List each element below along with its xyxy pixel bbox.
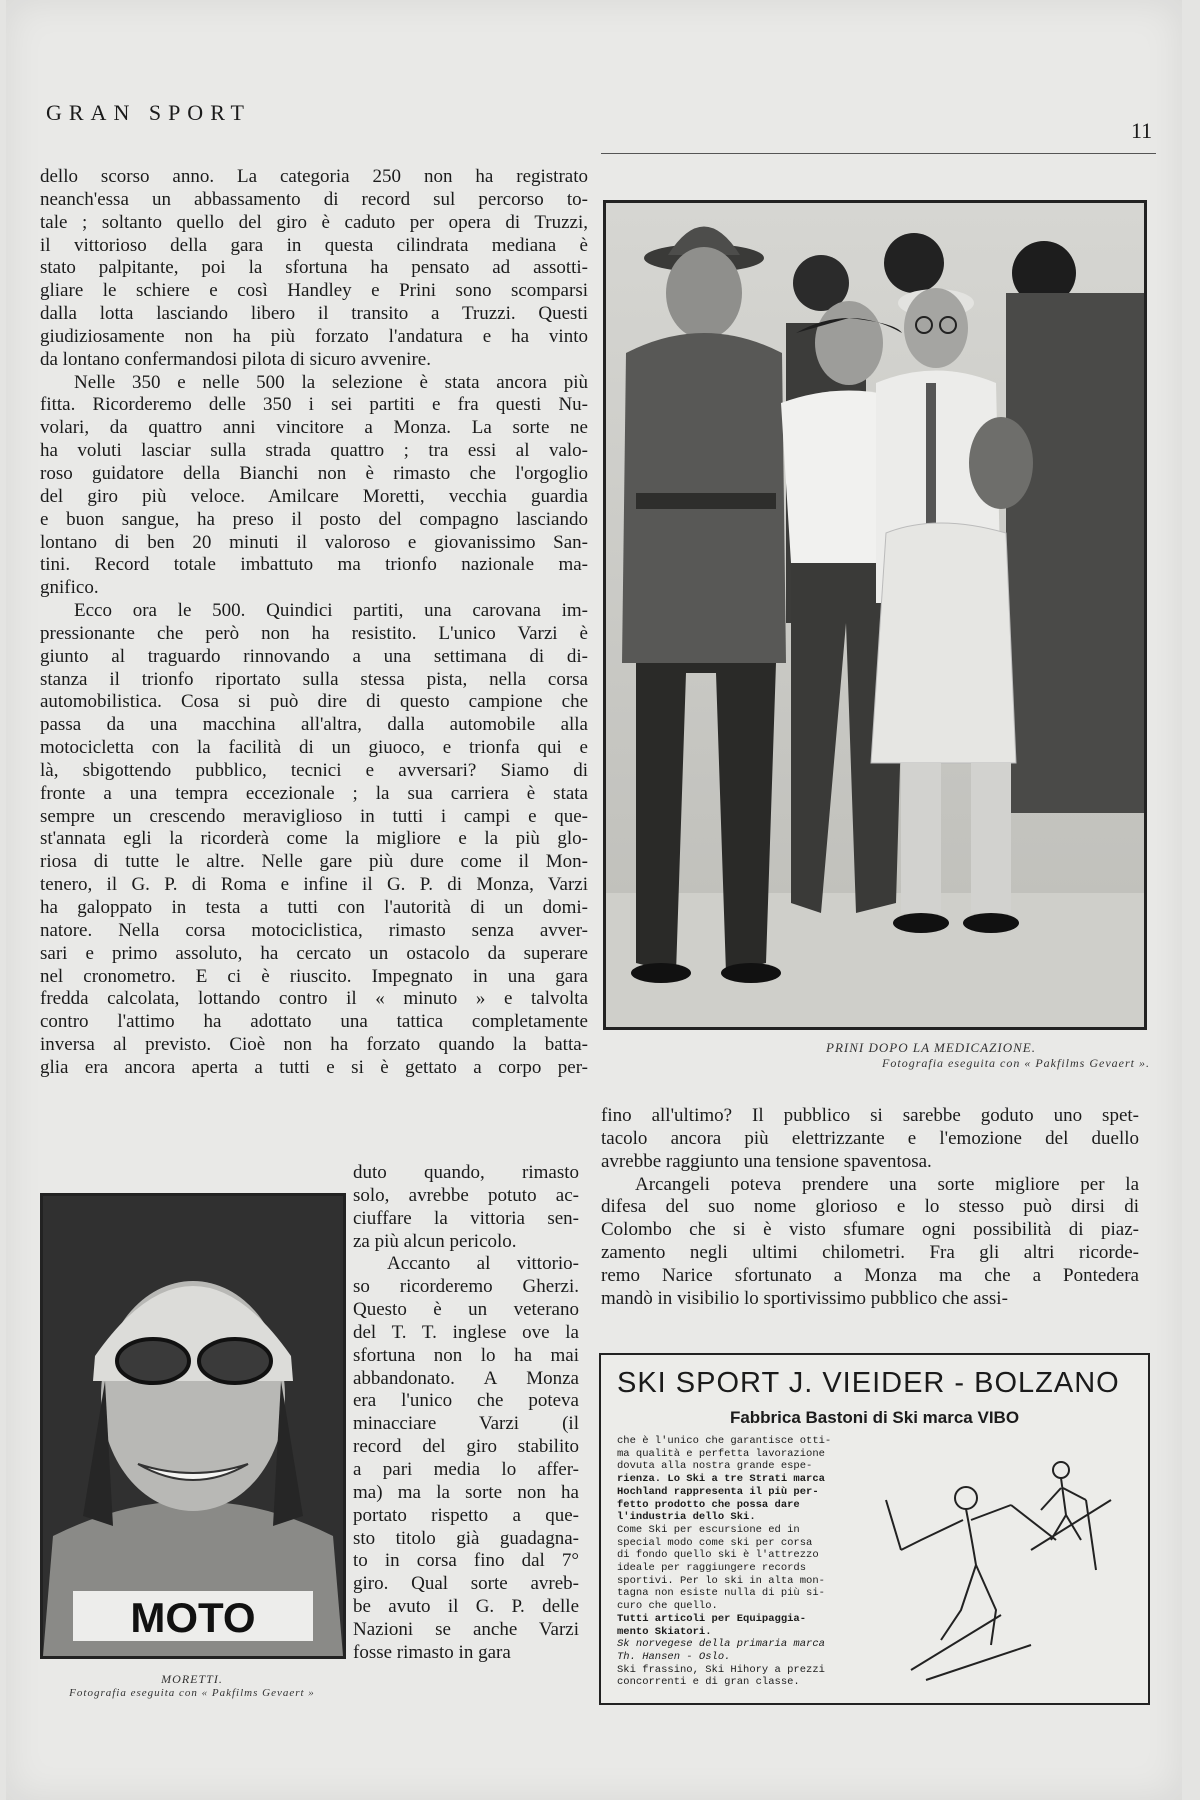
text-line: là, sbigottendo pubblico, tecnici e avversari? Siamo di	[40, 759, 588, 781]
magazine-page	[6, 0, 1182, 1800]
ad-title: SKI SPORT J. VIEIDER - BOLZANO	[617, 1367, 1120, 1399]
ad-text-line: special modo come ski per corsa	[617, 1536, 813, 1549]
text-line: Nazioni se anche Varzi	[353, 1618, 579, 1640]
text-line: stato palpitante, poi la sfortuna ha pensato ad assotti-	[40, 257, 588, 279]
ad-text-line: tagna non esiste nulla di più si-	[617, 1587, 825, 1600]
article-column-left	[40, 166, 588, 1080]
text-line: minacciare Varzi (il	[353, 1413, 579, 1435]
text-line: Arcangeli poteva prendere una sorte migliore per la	[635, 1173, 1139, 1195]
photo-moretti-caption: MORETTI.	[161, 1672, 223, 1686]
text-line: ciuffare la vittoria sen-	[353, 1207, 579, 1229]
text-line: automobilistica. Cosa si può dire di questo campione che	[40, 691, 588, 713]
text-line: solo, avrebbe potuto ac-	[353, 1184, 579, 1206]
header-rule	[601, 153, 1156, 154]
text-line: duto quando, rimasto	[353, 1162, 579, 1183]
ad-text-line: ideale per raggiungere records	[617, 1562, 807, 1575]
ad-text-line: ma qualità e perfetta lavorazione	[617, 1447, 825, 1460]
ad-text-line: Sk norvegese della primaria marca	[617, 1638, 825, 1651]
text-line: tenero, il G. P. di Roma e infine il G. P. di Monza, Varzi	[40, 874, 588, 896]
text-line: da lontano confermandosi pilota di sicuro avvenire.	[40, 348, 431, 370]
moretti-jersey-text: MOTO	[130, 1594, 256, 1641]
text-line: fredda calcolata, lottando contro il « minuto » e talvolta	[40, 988, 588, 1010]
ad-body-text	[617, 1435, 867, 1689]
photo-moretti-credit: Fotografia eseguita con « Pakfilms Gevaert »	[69, 1687, 315, 1699]
ad-text-line: rienza. Lo Ski a tre Strati marca	[617, 1473, 825, 1486]
ad-text-line: Hochland rappresenta il più per-	[617, 1485, 819, 1498]
article-column-right	[601, 1105, 1139, 1311]
photo-moretti-caption-block	[42, 1672, 342, 1699]
text-line: ma) ma la sorte non ha	[353, 1481, 579, 1503]
text-line: zamento negli ultimi chilometri. Fra gli altri ricorde-	[601, 1242, 1139, 1264]
text-line: Colombo che si è visto sfumare ogni possibilità di piaz-	[601, 1219, 1139, 1241]
text-line: remo Narice sfortunato a Monza ma che a Pontedera	[601, 1264, 1139, 1286]
text-line: glia era ancora aperta a tutti e si è gettato a corpo per-	[40, 1056, 588, 1078]
text-line: mandò in visibilio lo sportivissimo pubblico che assi-	[601, 1287, 1008, 1309]
text-line: del T. T. inglese ove la	[353, 1321, 579, 1343]
text-line: Ecco ora le 500. Quindici partiti, una carovana im-	[74, 600, 588, 622]
text-line: be avuto il G. P. delle	[353, 1596, 579, 1618]
text-line: za più alcun pericolo.	[353, 1230, 517, 1252]
ad-text-line: dovuta alla nostra grande espe-	[617, 1460, 813, 1473]
text-line: a pari media lo affer-	[353, 1458, 579, 1480]
text-line: dello scorso anno. La categoria 250 non ha registrato	[40, 166, 588, 187]
text-line: inversa al previsto. Cioè non ha forzato quando la batta-	[40, 1034, 588, 1056]
ad-text-line: l'industria dello Ski.	[617, 1511, 756, 1524]
text-line: Nelle 350 e nelle 500 la selezione è stata ancora più	[74, 371, 588, 393]
ad-text-line: fetto prodotto che possa dare	[617, 1498, 800, 1511]
text-line: riosa di tutte le altre. Nelle gare più dure come il Mon-	[40, 851, 588, 873]
text-line: difesa del suo nome glorioso e lo stesso può dirsi di	[601, 1196, 1139, 1218]
text-line: so ricorderemo Gherzi.	[353, 1276, 579, 1298]
text-line: ha galoppato in testa a tutti con l'autorità di un domi-	[40, 897, 588, 918]
text-line: motocicletta con la facilità di un giuoco, e trionfa qui e	[40, 737, 588, 759]
ad-text-line: curo che quello.	[617, 1600, 718, 1613]
text-line: giunto al traguardo rinnovando a una settimana di di-	[40, 645, 588, 667]
ad-text-line: Tutti articoli per Equipaggia-	[617, 1612, 807, 1625]
text-line: record del giro stabilito	[353, 1436, 579, 1458]
text-line: stanza il trionfo riportato sulla stessa pista, nella corsa	[40, 668, 588, 690]
photo-prini-credit: Fotografia eseguita con « Pakfilms Gevaert ».	[882, 1056, 1150, 1070]
text-line: tale ; soltanto quello del giro è caduto per opera di Truzzi,	[40, 211, 588, 233]
text-line: abbandonato. A Monza	[353, 1367, 579, 1389]
text-line: del giro più veloce. Amilcare Moretti, vecchia guardia	[40, 485, 588, 507]
text-line: portato rispetto a que-	[353, 1504, 579, 1526]
ad-text-line: Come Ski per escursione ed in	[617, 1523, 800, 1536]
photo-prini-image	[606, 203, 1144, 1027]
text-line: st'annata egli la ricorderà come la migliore e la più glo-	[40, 828, 588, 850]
ad-text-line: Ski frassino, Ski Hihory a prezzi	[617, 1663, 825, 1676]
advertisement-vieider	[599, 1353, 1150, 1705]
ad-text-line: di fondo quello ski è l'attrezzo	[617, 1549, 819, 1562]
ad-subtitle: Fabbrica Bastoni di Ski marca VIBO	[729, 1408, 1020, 1427]
text-line: natore. Nella corsa motociclistica, rimasto senza avver-	[40, 919, 588, 941]
text-line: fronte a una tempra eccezionale ; la sua carriera è stata	[40, 782, 588, 804]
text-line: era l'unico che poteva	[353, 1390, 579, 1412]
text-line: gnifico.	[40, 577, 99, 599]
text-line: sari e primo assoluto, ha cercato un ostacolo da superare	[40, 942, 588, 964]
text-line: sempre un crescendo meraviglioso in tutti i campi e que-	[40, 805, 588, 827]
text-line: il vittorioso della gara in questa cilindrata mediana è	[40, 234, 588, 256]
ad-text-line: sportivi. Per lo ski in alta mon-	[617, 1574, 825, 1587]
text-line: avrebbe raggiunto una tensione spaventosa.	[601, 1150, 932, 1172]
text-line: fosse rimasto in gara	[353, 1641, 511, 1663]
text-line: tini. Record totale imbattuto ma trionfo nazionale ma-	[40, 554, 588, 576]
photo-prini-caption: PRINI DOPO LA MEDICAZIONE.	[826, 1040, 1036, 1055]
ad-text-line: mento Skiatori.	[617, 1625, 712, 1638]
text-line: nel cronometro. E ci è riuscito. Impegnato in una gara	[40, 965, 588, 987]
ad-text-line: che è l'unico che garantisce otti-	[617, 1435, 832, 1447]
ad-text-line: concorrenti e di gran classe.	[617, 1676, 800, 1689]
running-head: GRAN SPORT	[46, 100, 251, 125]
text-line: Questo è un veterano	[353, 1299, 579, 1321]
text-line: Accanto al vittorio-	[387, 1253, 579, 1275]
text-line: fitta. Ricorderemo delle 350 i sei partiti e fra questi Nu-	[40, 394, 588, 416]
ad-text-line: Th. Hansen - Oslo.	[617, 1650, 731, 1663]
text-line: sto titolo già guadagna-	[353, 1527, 579, 1549]
text-line: tacolo ancora più elettrizzante e l'emozione del duello	[601, 1127, 1139, 1149]
text-line: fino all'ultimo? Il pubblico si sarebbe goduto uno spet-	[601, 1105, 1139, 1126]
text-line: giro. Qual sorte avreb-	[353, 1573, 579, 1595]
photo-moretti-image	[43, 1196, 343, 1656]
text-line: passa da una macchina all'altra, dalla automobile alla	[40, 714, 588, 736]
text-line: dalla lotta lasciando libero il transito a Truzzi. Questi	[40, 303, 588, 325]
photo-moretti-portrait	[40, 1193, 346, 1659]
text-line: roso guidatore della Bianchi non è rimasto che l'orgoglio	[40, 462, 588, 484]
text-line: giudiziosamente non ha più forzato l'andatura e ha vinto	[40, 325, 588, 347]
text-line: gliare le schiere e così Handley e Prini sono scomparsi	[40, 280, 588, 302]
article-column-left-narrow	[353, 1162, 579, 1665]
text-line: neanch'essa un abbassamento di record sul percorso to-	[40, 188, 588, 210]
text-line: lontano di ben 20 minuti il valoroso e giovanissimo San-	[40, 531, 588, 553]
text-line: to in corsa fino dal 7°	[353, 1550, 579, 1572]
photo-prini-group	[603, 200, 1147, 1030]
text-line: ha voluti lasciar sulla strada quattro ; tra essi al valo-	[40, 440, 588, 462]
text-line: sfortuna non lo ha mai	[353, 1344, 579, 1366]
text-line: e buon sangue, ha preso il posto del compagno lasciando	[40, 508, 588, 530]
text-line: volari, da quattro anni vincitore a Monza. La sorte ne	[40, 417, 588, 439]
photo-prini-caption-block	[706, 1040, 1156, 1071]
text-line: contro l'attimo ha adottato una tattica completamente	[40, 1011, 588, 1033]
skier-illustration	[881, 1440, 1131, 1690]
text-line: pressionante che però non ha resistito. L'unico Varzi è	[40, 622, 588, 644]
page-number: 11	[1131, 118, 1153, 143]
